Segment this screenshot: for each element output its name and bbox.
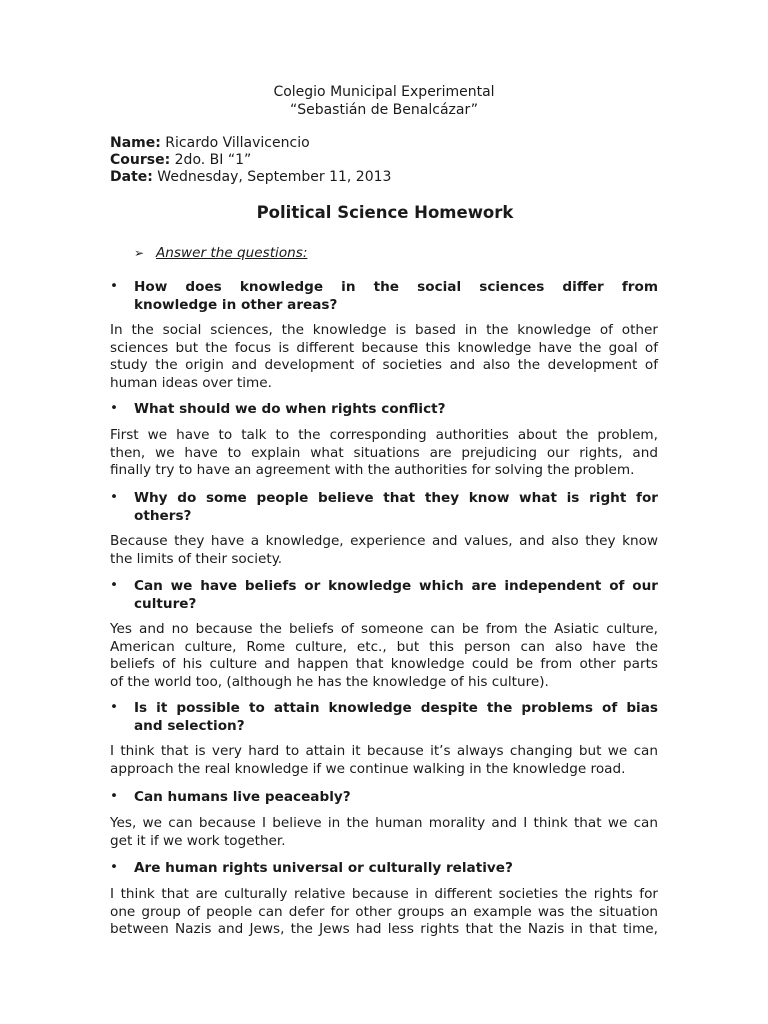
school-name: Colegio Municipal Experimental (273, 84, 495, 100)
course-line (110, 152, 251, 169)
answer-line: finally try to have an agreement with the authorities for solving the problem. (110, 462, 635, 478)
date-value: Wednesday, September 11, 2013 (152, 169, 392, 185)
answer-line: sciences but the focus is different because this knowledge have the goal of (110, 339, 658, 356)
answer-line: between Nazis and Jews, the Jews had less rights that the Nazis in that time, (110, 921, 658, 937)
answer-5 (110, 743, 658, 778)
question-2 (134, 400, 658, 418)
question-7-line1: Are human rights universal or culturally relative? (134, 860, 513, 876)
question-1-line1: How does knowledge in the social sciences differ from (134, 279, 658, 295)
answer-line: Yes, we can because I believe in the human morality and I think that we can (110, 815, 658, 831)
answer-line: study the origin and development of societies and also the development of (110, 357, 658, 373)
question-1-cont (134, 296, 658, 314)
answer-line: get it if we work together. (110, 832, 286, 849)
question-3-line1: Why do some people believe that they know what is right for (134, 490, 658, 506)
question-1-line2: knowledge in other areas? (134, 297, 338, 313)
answer-4 (110, 621, 658, 691)
answer-7 (110, 886, 658, 939)
answer-line: American culture, Rome culture, etc., but this person can also have the (110, 638, 658, 655)
question-6-line1: Can humans live peaceably? (134, 789, 351, 805)
question-5-line2: and selection? (134, 718, 245, 734)
bullet-icon: • (110, 859, 119, 875)
answer-line: approach the real knowledge if we continue walking in the knowledge road. (110, 760, 626, 777)
answer-2 (110, 427, 658, 480)
answer-line: human ideas over time. (110, 374, 272, 391)
question-4 (134, 577, 658, 595)
question-5-cont (134, 717, 658, 735)
answer-6 (110, 815, 658, 850)
bullet-icon: • (110, 699, 119, 715)
answer-line: Because they have a knowledge, experience and values, and also they know (110, 533, 658, 549)
bullet-icon: • (110, 278, 119, 294)
name-value: Ricardo Villavicencio (160, 135, 310, 151)
answer-line: I think that are culturally relative because in different societies the rights for (110, 886, 658, 902)
answer-line: the limits of their society. (110, 550, 283, 567)
bullet-icon: • (110, 788, 119, 804)
question-6 (134, 788, 658, 806)
answer-line: one group of people can defer for other groups an example was the situation (110, 903, 658, 920)
course-value: 2do. BI “1” (170, 152, 252, 168)
answer-line: Yes and no because the beliefs of someone can be from the Asiatic culture, (110, 621, 658, 637)
instruction-text: Answer the questions: (156, 245, 308, 261)
answer-line: then, we have to explain what situations are prejudicing our rights, and (110, 444, 658, 461)
question-3-line2: others? (134, 508, 192, 524)
question-3 (134, 489, 658, 507)
date-label: Date: (110, 169, 153, 185)
question-4-cont (134, 595, 658, 613)
question-4-line2: culture? (134, 596, 197, 612)
name-line (110, 135, 310, 152)
name-label: Name: (110, 135, 161, 151)
answer-1 (110, 322, 658, 392)
question-5-line1: Is it possible to attain knowledge despite the problems of bias (134, 700, 658, 716)
date-line (110, 169, 391, 186)
question-1 (134, 278, 658, 296)
answer-3 (110, 533, 658, 568)
question-4-line1: Can we have beliefs or knowledge which are independent of our (134, 578, 658, 594)
question-5 (134, 699, 658, 717)
bullet-icon: • (110, 577, 119, 593)
answer-line: I think that is very hard to attain it because it’s always changing but we can (110, 743, 658, 759)
answer-line: First we have to talk to the corresponding authorities about the problem, (110, 427, 658, 443)
answer-line: of the world too, (although he has the knowledge of his culture). (110, 673, 549, 690)
question-2-line1: What should we do when rights conflict? (134, 401, 446, 417)
answer-line: beliefs of his culture and happen that knowledge could be from other parts (110, 656, 658, 672)
arrow-bullet-icon: ➢ (134, 246, 145, 260)
page-title: Political Science Homework (256, 203, 514, 222)
question-3-cont (134, 507, 658, 525)
bullet-icon: • (110, 400, 119, 416)
course-label: Course: (110, 152, 171, 168)
school-subtitle: “Sebastián de Benalcázar” (289, 102, 479, 118)
instruction (134, 245, 307, 262)
answer-line: In the social sciences, the knowledge is based in the knowledge of other (110, 322, 658, 338)
question-7 (134, 859, 658, 877)
bullet-icon: • (110, 489, 119, 505)
